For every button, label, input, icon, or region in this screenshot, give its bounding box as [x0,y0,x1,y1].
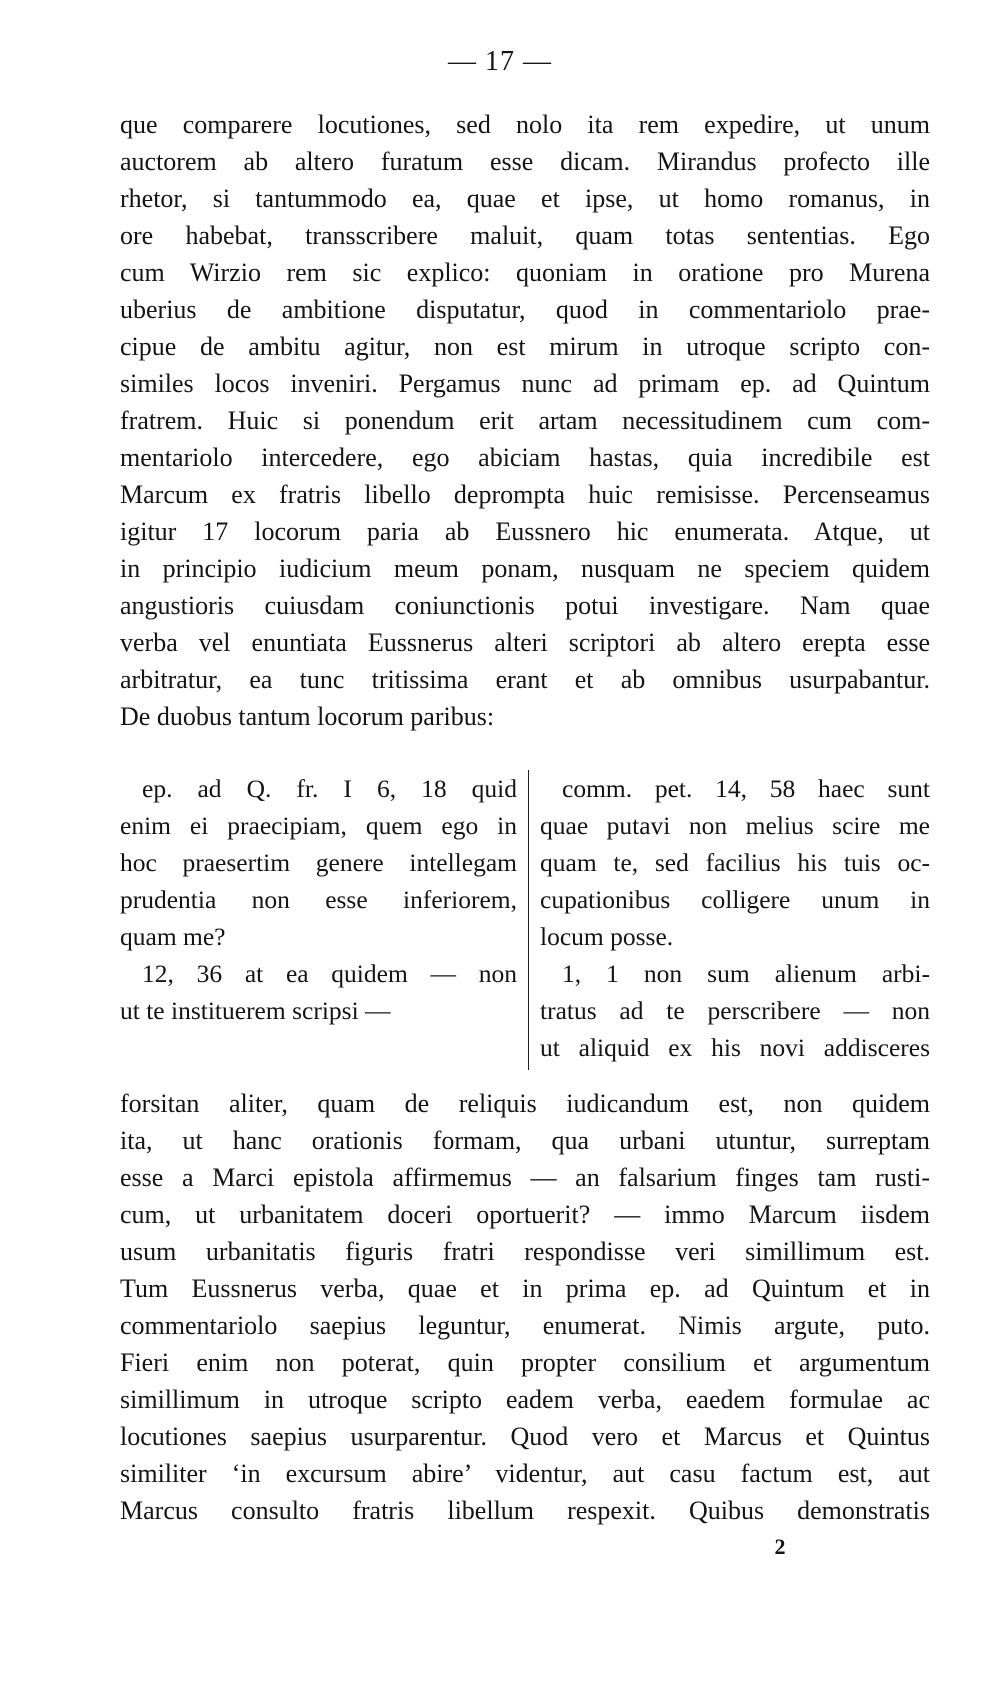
text-line: cum, ut urbanitatem doceri oportuerit? — immo Marcum iisdem [120,1200,930,1229]
signature-mark: 2 [774,1534,786,1559]
left-column [120,770,517,1029]
text-line: Marcus consulto fratris libellum respexit. Quibus demonstratis [120,1496,930,1525]
text-line: fratrem. Huic si ponendum erit artam necessitudinem cum com- [120,406,930,435]
text-line: locutiones saepius usurparentur. Quod vero et Marcus et Quintus [120,1422,930,1451]
text-line: uberius de ambitione disputatur, quod in commentariolo prae- [120,295,930,324]
column-line: prudentia non esse inferiorem, [120,885,517,914]
text-line: esse a Marci epistola affirmemus — an falsarium finges tam rusti- [120,1163,930,1192]
column-divider [528,770,529,1070]
text-line: in principio iudicium meum ponam, nusquam ne speciem quidem [120,554,930,583]
column-line: quae putavi non melius scire me [540,811,930,840]
column-line: ut aliquid ex his novi addisceres [540,1033,930,1062]
page-number: — 17 — [448,46,552,77]
text-line: cum Wirzio rem sic explico: quoniam in oratione pro Murena [120,258,930,287]
column-line: tratus ad te perscribere — non [540,996,930,1025]
parallel-columns [120,770,930,1070]
column-line: cupationibus colligere unum in [540,885,930,914]
text-line: forsitan aliter, quam de reliquis iudicandum est, non quidem [120,1089,930,1118]
text-line: simillimum in utroque scripto eadem verba, eaedem formulae ac [120,1385,930,1414]
text-line: auctorem ab altero furatum esse dicam. Mirandus profecto ille [120,147,930,176]
text-line: rhetor, si tantummodo ea, quae et ipse, ut homo romanus, in [120,184,930,213]
text-line: ore habebat, transscribere maluit, quam totas sententias. Ego [120,221,930,250]
text-line: Fieri enim non poterat, quin propter consilium et argumentum [120,1348,930,1377]
column-line: 12, 36 at ea quidem — non [142,959,517,988]
text-line: igitur 17 locorum paria ab Eussnero hic enumerata. Atque, ut [120,517,930,546]
paragraph-top [120,106,930,735]
text-line: usum urbanitatis figuris fratri respondisse veri simillimum est. [120,1237,930,1266]
column-line: enim ei praecipiam, quem ego in [120,811,517,840]
text-line: De duobus tantum locorum paribus: [120,702,495,731]
paragraph-bottom [120,1085,930,1529]
text-line: similiter ‘in excursum abire’ videntur, aut casu factum est, aut [120,1459,930,1488]
column-line: hoc praesertim genere intellegam [120,848,517,877]
text-line: mentariolo intercedere, ego abiciam hastas, quia incredibile est [120,443,930,472]
column-line: locum posse. [540,922,674,951]
column-line: ep. ad Q. fr. I 6, 18 quid [142,774,517,803]
column-line: ut te instituerem scripsi — [120,996,391,1025]
column-line: quam te, sed facilius his tuis oc- [540,848,930,877]
column-line: quam me? [120,922,226,951]
text-line: commentariolo saepius leguntur, enumerat. Nimis argute, puto. [120,1311,930,1340]
text-line: similes locos inveniri. Pergamus nunc ad primam ep. ad Quintum [120,369,930,398]
text-line: que comparere locutiones, sed nolo ita rem expedire, ut unum [120,110,930,139]
text-line: cipue de ambitu agitur, non est mirum in utroque scripto con- [120,332,930,361]
column-line: comm. pet. 14, 58 haec sunt [562,774,930,803]
column-line: 1, 1 non sum alienum arbi- [562,959,930,988]
text-line: ita, ut hanc orationis formam, qua urbani utuntur, surreptam [120,1126,930,1155]
text-line: Marcum ex fratris libello deprompta huic remisisse. Percenseamus [120,480,930,509]
right-column [540,770,930,1066]
text-line: Tum Eussnerus verba, quae et in prima ep. ad Quintum et in [120,1274,930,1303]
text-line: arbitratur, ea tunc tritissima erant et ab omnibus usurpabantur. [120,665,930,694]
text-line: angustioris cuiusdam coniunctionis potui investigare. Nam quae [120,591,930,620]
text-line: verba vel enuntiata Eussnerus alteri scriptori ab altero erepta esse [120,628,930,657]
